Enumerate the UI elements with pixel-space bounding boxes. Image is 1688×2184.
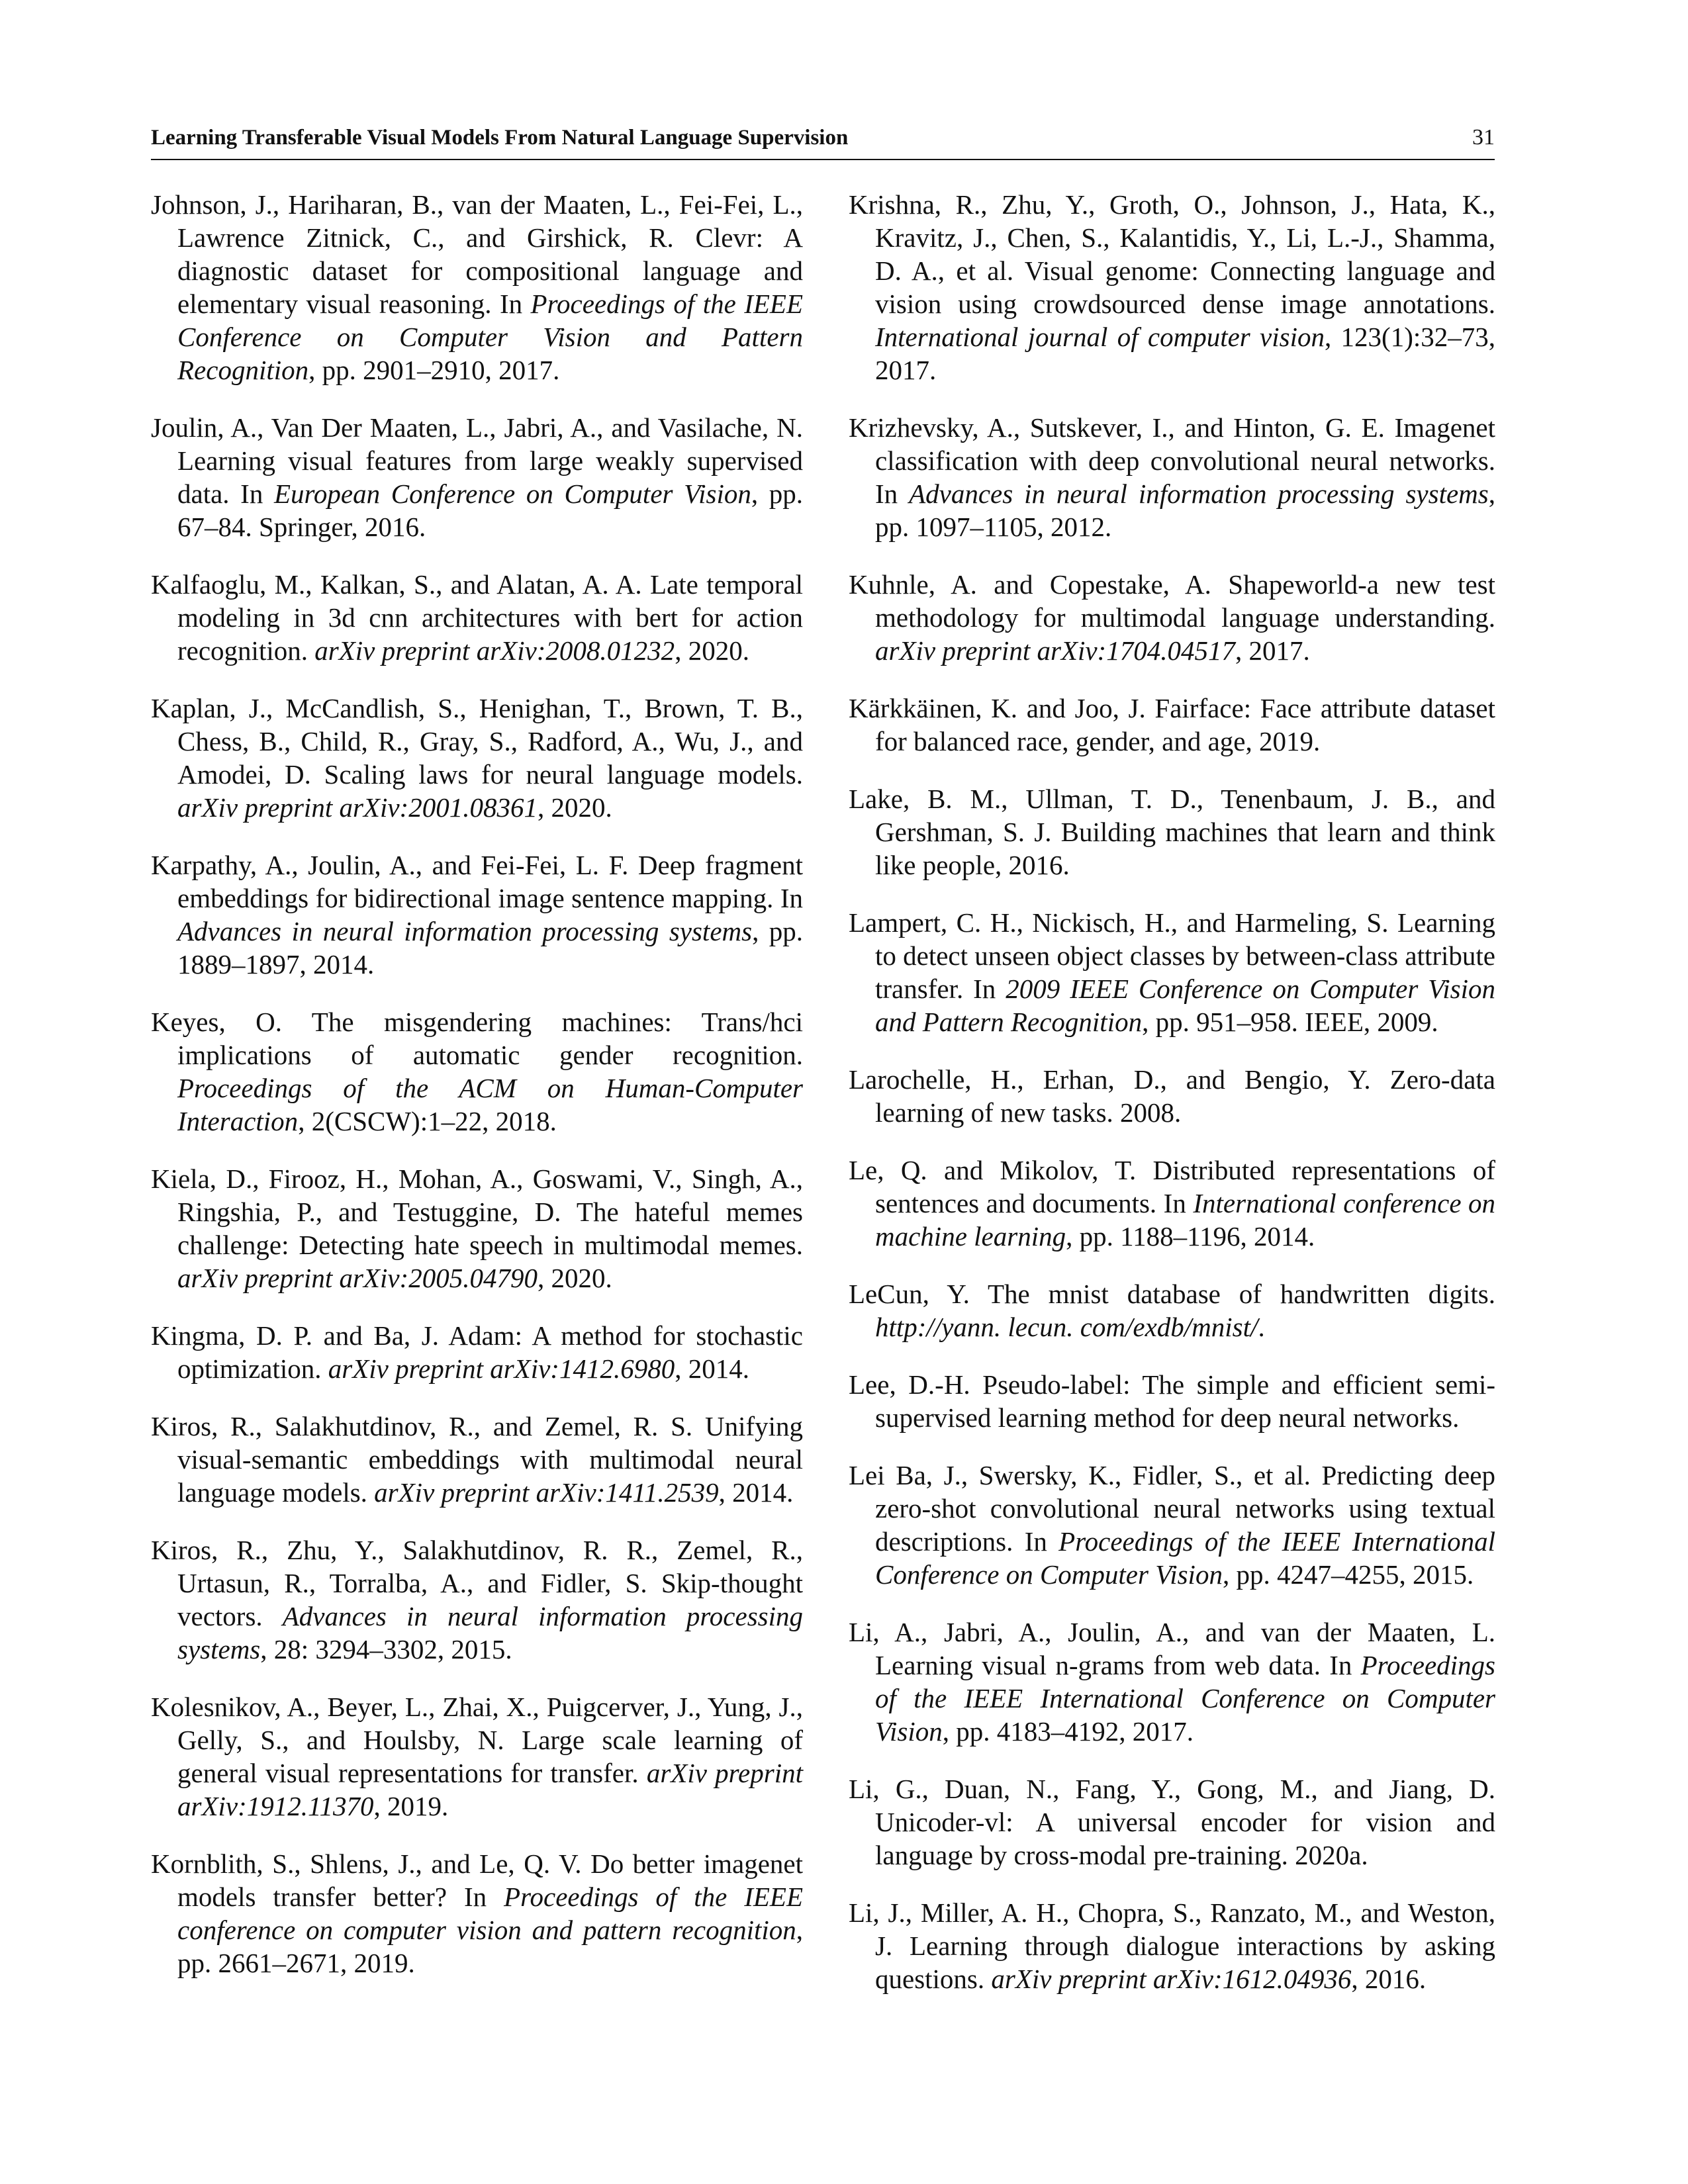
reference-entry: Krizhevsky, A., Sutskever, I., and Hinton, G. E. Imagenet classification with deep convolutional neural networks. In Advances in neural information processing systems, pp. 1097–1105, 2012. [849,412,1495,542]
reference-entry: LeCun, Y. The mnist database of handwritten digits. http://yann. lecun. com/exdb/mnist/. [849,1279,1495,1342]
reference-entry: Kiros, R., Salakhutdinov, R., and Zemel, R. S. Unifying visual-semantic embeddings with multimodal neural language models. arXiv preprint arXiv:1411.2539, 2014. [151,1411,803,1508]
reference-entry: Li, G., Duan, N., Fang, Y., Gong, M., and Jiang, D. Unicoder-vl: A universal encoder for vision and language by cross-modal pre-training. 2020a. [849,1774,1495,1870]
reference-entry: Keyes, O. The misgendering machines: Trans/hci implications of automatic gender recognition. Proceedings of the ACM on Human-Computer Interaction, 2(CSCW):1–22, 2018. [151,1007,803,1136]
reference-entry: Larochelle, H., Erhan, D., and Bengio, Y. Zero-data learning of new tasks. 2008. [849,1064,1495,1128]
reference-entry: Kingma, D. P. and Ba, J. Adam: A method for stochastic optimization. arXiv preprint arXiv:1412.6980, 2014. [151,1320,803,1384]
page-number: 31 [1472,125,1495,150]
references-right-column [849,188,1495,2020]
paper-title: Learning Transferable Visual Models From Natural Language Supervision [151,126,849,150]
reference-entry: Kiela, D., Firooz, H., Mohan, A., Goswami, V., Singh, A., Ringshia, P., and Testuggine, D. The hateful memes challenge: Detecting hate speech in multimodal memes. arXiv preprint arXiv:2005.04790, 2020. [151,1163,803,1293]
references-left-column [151,188,803,2004]
reference-entry: Kiros, R., Zhu, Y., Salakhutdinov, R. R., Zemel, R., Urtasun, R., Torralba, A., and Fidler, S. Skip-thought vectors. Advances in neural information processing systems, 28: 3294–3302, 2015. [151,1535,803,1664]
reference-entry: Kuhnle, A. and Copestake, A. Shapeworld-a new test methodology for multimodal language understanding. arXiv preprint arXiv:1704.04517, 2017. [849,569,1495,666]
reference-entry: Le, Q. and Mikolov, T. Distributed representations of sentences and documents. In International conference on machine learning, pp. 1188–1196, 2014. [849,1155,1496,1251]
reference-entry: Lake, B. M., Ullman, T. D., Tenenbaum, J. B., and Gershman, S. J. Building machines that learn and think like people, 2016. [849,784,1495,880]
reference-entry: Krishna, R., Zhu, Y., Groth, O., Johnson, J., Hata, K., Kravitz, J., Chen, S., Kalantidis, Y., Li, L.-J., Shamma, D. A., et al. Visual genome: Connecting language and vision using crowdsourced dense image annotations. International journal of computer vision, 123(1):32–73, 2017. [849,189,1495,385]
reference-entry: Johnson, J., Hariharan, B., van der Maaten, L., Fei-Fei, L., Lawrence Zitnick, C., and Girshick, R. Clevr: A diagnostic dataset for compositional language and elementary visual reasoning. In Proceedings of the IEEE Conference on Computer Vision and Pattern Recognition, pp. 2901–2910, 2017. [151,189,803,385]
reference-entry: Kalfaoglu, M., Kalkan, S., and Alatan, A. A. Late temporal modeling in 3d cnn architectures with bert for action recognition. arXiv preprint arXiv:2008.01232, 2020. [151,569,803,666]
reference-entry: Li, A., Jabri, A., Joulin, A., and van der Maaten, L. Learning visual n-grams from web data. In Proceedings of the IEEE International Conference on Computer Vision, pp. 4183–4192, 2017. [849,1617,1495,1747]
running-header [151,124,1495,160]
reference-entry: Lampert, C. H., Nickisch, H., and Harmeling, S. Learning to detect unseen object classes by between-class attribute transfer. In 2009 IEEE Conference on Computer Vision and Pattern Recognition, pp. 951–958. IEEE, 2009. [849,907,1495,1037]
reference-entry: Kärkkäinen, K. and Joo, J. Fairface: Face attribute dataset for balanced race, gender, and age, 2019. [849,693,1495,756]
reference-entry: Kornblith, S., Shlens, J., and Le, Q. V. Do better imagenet models transfer better? In Proceedings of the IEEE conference on computer vision and pattern recognition, pp. 2661–2671, 2019. [151,1848,803,1978]
reference-entry: Karpathy, A., Joulin, A., and Fei-Fei, L. F. Deep fragment embeddings for bidirectional image sentence mapping. In Advances in neural information processing systems, pp. 1889–1897, 2014. [151,850,803,979]
reference-entry: Lei Ba, J., Swersky, K., Fidler, S., et al. Predicting deep zero-shot convolutional neural networks using textual descriptions. In Proceedings of the IEEE International Conference on Computer Vision, pp. 4247–4255, 2015. [849,1460,1495,1590]
reference-entry: Li, J., Miller, A. H., Chopra, S., Ranzato, M., and Weston, J. Learning through dialogue interactions by asking questions. arXiv preprint arXiv:1612.04936, 2016. [849,1897,1495,1994]
reference-entry: Joulin, A., Van Der Maaten, L., Jabri, A., and Vasilache, N. Learning visual features from large weakly supervised data. In European Conference on Computer Vision, pp. 67–84. Springer, 2016. [151,412,803,542]
reference-entry: Kaplan, J., McCandlish, S., Henighan, T., Brown, T. B., Chess, B., Child, R., Gray, S., Radford, A., Wu, J., and Amodei, D. Scaling laws for neural language models. arXiv preprint arXiv:2001.08361, 2020. [151,693,803,823]
reference-entry: Kolesnikov, A., Beyer, L., Zhai, X., Puigcerver, J., Yung, J., Gelly, S., and Houlsby, N. Large scale learning of general visual representations for transfer. arXiv preprint arXiv:1912.11370, 2019. [151,1692,803,1821]
reference-entry: Lee, D.-H. Pseudo-label: The simple and efficient semi-supervised learning method for deep neural networks. [849,1369,1495,1433]
